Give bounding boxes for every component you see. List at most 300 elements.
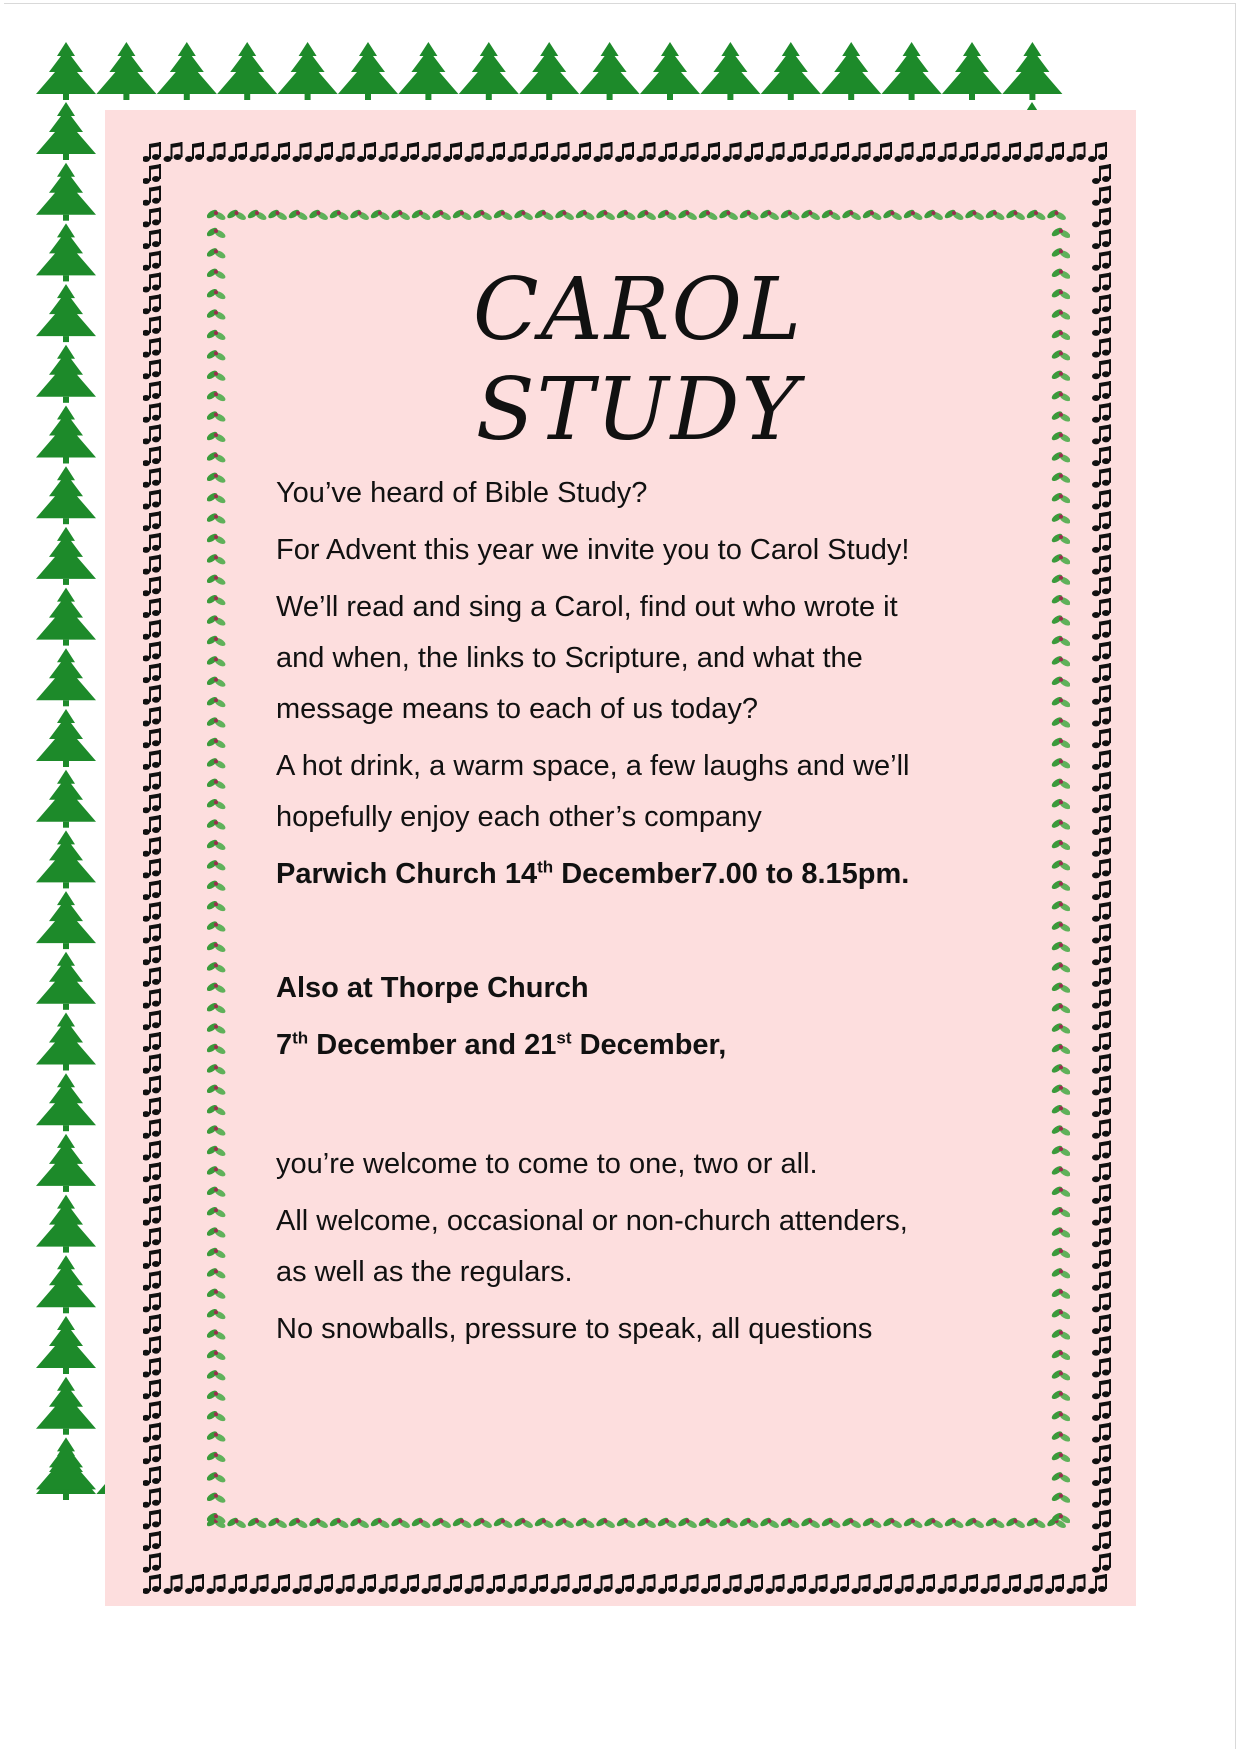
music-note-icon: [143, 902, 161, 922]
holly-icon: [1050, 512, 1070, 525]
holly-icon: [1050, 675, 1070, 688]
holly-icon: [1050, 1369, 1070, 1382]
christmas-tree-icon: [761, 42, 821, 100]
holly-icon: [287, 1516, 308, 1529]
music-note-icon: [873, 1574, 892, 1594]
music-note-icon: [615, 1574, 634, 1594]
holly-icon: [1050, 1287, 1070, 1300]
holly-icon: [431, 1516, 452, 1529]
all-welcome-paragraph: [276, 1196, 1016, 1298]
holly-icon: [207, 736, 227, 749]
holly-icon: [207, 267, 227, 280]
music-note-icon: [143, 1379, 161, 1399]
music-note-icon: [1024, 142, 1043, 162]
holly-icon: [207, 1165, 227, 1178]
holly-icon: [902, 1516, 923, 1529]
holly-icon: [1050, 1165, 1070, 1178]
holly-icon: [1050, 1083, 1070, 1096]
holly-icon: [759, 1516, 780, 1529]
holly-icon: [1050, 695, 1070, 708]
holly-icon: [1050, 716, 1070, 729]
music-note-icon: [1092, 164, 1111, 184]
music-note-icon: [143, 858, 161, 878]
music-note-icon: [1092, 989, 1111, 1009]
holly-icon: [207, 777, 227, 790]
music-note-icon: [1045, 142, 1064, 162]
holly-icon: [1050, 1042, 1070, 1055]
holly-icon: [207, 369, 227, 382]
music-note-icon: [1092, 1466, 1111, 1486]
music-note-icon: [143, 772, 161, 792]
christmas-tree-icon: [36, 952, 96, 1010]
closing-line: No snowballs, pressure to speak, all questions: [276, 1313, 873, 1345]
music-note-icon: [680, 1574, 699, 1594]
intro-line: You’ve heard of Bible Study?: [276, 477, 648, 509]
holly-icon: [1050, 1063, 1070, 1076]
music-note-icon: [1092, 772, 1111, 792]
holly-icon: [1050, 757, 1070, 770]
music-note-icon: [508, 1574, 527, 1594]
music-note-icon: [615, 142, 634, 162]
music-note-icon: [143, 338, 161, 358]
christmas-tree-icon: [36, 223, 96, 281]
music-note-icon: [723, 1574, 742, 1594]
music-note-icon: [143, 1227, 161, 1247]
music-note-icon: [164, 1574, 183, 1594]
christmas-tree-icon: [700, 42, 760, 100]
poster-content: [248, 220, 1008, 1420]
holly-icon: [1050, 267, 1070, 280]
music-note-icon: [916, 142, 935, 162]
music-note-icon: [143, 186, 161, 206]
holly-icon: [984, 1516, 1005, 1529]
music-note-icon: [143, 403, 161, 423]
music-note-icon: [143, 1292, 161, 1312]
music-note-icon: [701, 1574, 720, 1594]
holly-icon: [207, 757, 227, 770]
holly-icon: [1050, 818, 1070, 831]
music-note-icon: [250, 1574, 269, 1594]
music-note-icon: [981, 142, 1000, 162]
music-note-icon: [422, 1574, 441, 1594]
music-note-icon: [916, 1574, 935, 1594]
music-note-icon: [852, 1574, 871, 1594]
music-note-icon: [143, 468, 161, 488]
christmas-tree-icon: [36, 1377, 96, 1435]
music-note-icon: [766, 142, 785, 162]
holly-icon: [207, 899, 227, 912]
music-note-icon: [143, 164, 161, 184]
music-note-icon: [1092, 815, 1111, 835]
music-note-icon: [143, 1184, 161, 1204]
holly-icon: [451, 1516, 472, 1529]
christmas-tree-icon: [157, 42, 217, 100]
holly-icon: [207, 471, 227, 484]
holly-icon: [207, 1307, 227, 1320]
christmas-tree-icon: [36, 466, 96, 524]
holly-icon: [207, 1124, 227, 1137]
music-note-icon: [1092, 468, 1111, 488]
music-note-icon: [938, 1574, 957, 1594]
music-note-icon: [185, 1574, 204, 1594]
christmas-tree-icon: [36, 1073, 96, 1131]
music-note-icon: [1092, 685, 1111, 705]
music-note-icon: [143, 598, 161, 618]
holly-icon: [1050, 1491, 1070, 1504]
music-note-icon: [143, 1444, 161, 1464]
christmas-tree-icon: [398, 42, 458, 100]
music-note-icon: [1092, 728, 1111, 748]
holly-icon: [207, 961, 227, 974]
music-note-icon: [1002, 142, 1021, 162]
music-note-icon: [143, 1119, 161, 1139]
ordinal-suffix: st: [556, 1028, 572, 1048]
holly-icon: [1050, 1246, 1070, 1259]
music-note-icon: [336, 142, 355, 162]
holly-icon: [226, 1516, 247, 1529]
holly-icon: [207, 247, 227, 260]
holly-icon: [1050, 328, 1070, 341]
holly-icon: [1025, 208, 1046, 221]
holly-icon: [410, 1516, 431, 1529]
holly-icon: [246, 1516, 267, 1529]
music-note-icon: [357, 1574, 376, 1594]
holly-icon: [207, 675, 227, 688]
music-note-icon: [1067, 142, 1086, 162]
holly-icon: [207, 1083, 227, 1096]
music-note-icon: [143, 1271, 161, 1291]
holly-icon: [1050, 899, 1070, 912]
holly-icon: [1050, 736, 1070, 749]
holly-icon: [923, 1516, 944, 1529]
thorpe-heading: Also at Thorpe Church: [276, 972, 589, 1004]
music-note-icon: [143, 207, 161, 227]
music-note-icon: [1092, 294, 1111, 314]
christmas-tree-icon: [338, 42, 398, 100]
music-note-icon: [1092, 1444, 1111, 1464]
holly-icon: [1050, 553, 1070, 566]
holly-icon: [207, 553, 227, 566]
christmas-tree-icon: [36, 163, 96, 221]
holly-icon: [207, 1287, 227, 1300]
music-note-icon: [1092, 403, 1111, 423]
music-note-icon: [143, 924, 161, 944]
christmas-tree-icon: [36, 709, 96, 767]
music-note-icon: [787, 142, 806, 162]
music-note-icon: [1092, 1488, 1111, 1508]
thorpe-dates-line: [276, 1020, 1016, 1071]
music-note-icon: [594, 142, 613, 162]
holly-icon: [207, 287, 227, 300]
holly-icon: [574, 1516, 595, 1529]
holly-icon: [1050, 430, 1070, 443]
holly-icon: [1050, 940, 1070, 953]
music-note-icon: [143, 707, 161, 727]
holly-icon: [1050, 1185, 1070, 1198]
music-note-icon: [572, 1574, 591, 1594]
christmas-tree-icon: [36, 830, 96, 888]
thorpe-end: December,: [571, 1029, 727, 1061]
christmas-tree-icon: [36, 891, 96, 949]
music-note-icon: [572, 142, 591, 162]
music-note-icon: [1092, 880, 1111, 900]
holly-icon: [207, 634, 227, 647]
holly-icon: [1050, 410, 1070, 423]
holly-icon: [207, 1022, 227, 1035]
christmas-tree-icon: [580, 42, 640, 100]
music-note-icon: [143, 1054, 161, 1074]
christmas-tree-icon: [36, 1134, 96, 1192]
hospitality-paragraph: [276, 741, 1016, 843]
music-note-icon: [723, 142, 742, 162]
holly-icon: [1050, 1430, 1070, 1443]
holly-icon: [554, 1516, 575, 1529]
holly-icon: [533, 1516, 554, 1529]
christmas-tree-icon: [519, 42, 579, 100]
holly-icon: [207, 1205, 227, 1218]
music-note-icon: [143, 576, 161, 596]
music-note-icon: [143, 273, 161, 293]
holly-icon: [1050, 349, 1070, 362]
holly-icon: [656, 1516, 677, 1529]
holly-icon: [207, 797, 227, 810]
holly-icon: [636, 1516, 657, 1529]
christmas-tree-icon: [36, 588, 96, 646]
music-note-icon: [1092, 1336, 1111, 1356]
holly-icon: [207, 920, 227, 933]
christmas-tree-icon: [36, 1316, 96, 1374]
music-note-icon: [143, 945, 161, 965]
music-note-icon: [1002, 1574, 1021, 1594]
holly-icon: [1050, 1450, 1070, 1463]
holly-icon: [207, 655, 227, 668]
music-note-icon: [143, 424, 161, 444]
music-note-icon: [1067, 1574, 1086, 1594]
welcome-line: you’re welcome to come to one, two or all.: [276, 1148, 818, 1180]
holly-icon: [820, 1516, 841, 1529]
holly-icon: [207, 1042, 227, 1055]
holly-icon: [207, 512, 227, 525]
music-note-icon: [207, 1574, 226, 1594]
holly-icon: [718, 1516, 739, 1529]
christmas-tree-icon: [36, 1013, 96, 1071]
music-note-icon: [143, 989, 161, 1009]
music-note-icon: [787, 1574, 806, 1594]
music-note-icon: [1092, 1075, 1111, 1095]
poster-title: CAROL STUDY: [472, 260, 804, 460]
holly-icon: [779, 1516, 800, 1529]
music-note-icon: [637, 142, 656, 162]
christmas-tree-icon: [36, 284, 96, 342]
music-note-icon: [1092, 1206, 1111, 1226]
music-note-icon: [1092, 1379, 1111, 1399]
christmas-tree-icon: [36, 345, 96, 403]
music-note-icon: [143, 1423, 161, 1443]
description-line: and when, the links to Scripture, and what the: [276, 642, 863, 674]
music-note-icon: [1024, 1574, 1043, 1594]
music-note-icon: [1092, 620, 1111, 640]
music-note-icon: [529, 142, 548, 162]
music-note-icon: [1092, 1292, 1111, 1312]
parwich-event-line: [276, 849, 1016, 900]
music-note-icon: [207, 142, 226, 162]
music-note-icon: [1045, 1574, 1064, 1594]
music-note-icon: [143, 750, 161, 770]
holly-icon: [595, 1516, 616, 1529]
music-note-icon: [143, 1075, 161, 1095]
music-note-icon: [1092, 511, 1111, 531]
holly-icon: [1050, 287, 1070, 300]
holly-icon: [1050, 1328, 1070, 1341]
music-note-icon: [637, 1574, 656, 1594]
music-note-icon: [895, 1574, 914, 1594]
holly-icon: [1050, 1205, 1070, 1218]
holly-icon: [207, 1328, 227, 1341]
holly-icon: [1050, 247, 1070, 260]
holly-icon: [349, 1516, 370, 1529]
music-note-icon: [143, 1509, 161, 1529]
holly-icon: [1050, 981, 1070, 994]
holly-icon: [1050, 451, 1070, 464]
music-note-icon: [1092, 424, 1111, 444]
holly-icon: [226, 208, 247, 221]
music-note-icon: [143, 1531, 161, 1551]
holly-icon: [1050, 1226, 1070, 1239]
christmas-tree-icon: [36, 770, 96, 828]
holly-icon: [207, 940, 227, 953]
music-note-icon: [143, 837, 161, 857]
christmas-tree-icon: [1002, 42, 1062, 100]
music-note-icon: [1092, 446, 1111, 466]
music-note-icon: [1092, 273, 1111, 293]
music-note-icon: [1092, 316, 1111, 336]
music-note-icon: [1092, 945, 1111, 965]
holly-icon: [207, 1450, 227, 1463]
holly-icon: [207, 532, 227, 545]
music-note-icon: [658, 1574, 677, 1594]
music-note-icon: [1092, 1271, 1111, 1291]
music-note-icon: [465, 142, 484, 162]
music-note-icon: [143, 1574, 161, 1594]
music-note-icon: [486, 142, 505, 162]
music-note-icon: [594, 1574, 613, 1594]
holly-icon: [1050, 1389, 1070, 1402]
holly-icon: [207, 1471, 227, 1484]
music-note-icon: [143, 1358, 161, 1378]
holly-icon: [1050, 1001, 1070, 1014]
music-note-icon: [143, 620, 161, 640]
ordinal-suffix: th: [537, 857, 554, 877]
music-note-icon: [895, 142, 914, 162]
holly-icon: [800, 1516, 821, 1529]
christmas-tree-icon: [278, 42, 338, 100]
holly-icon: [207, 1185, 227, 1198]
holly-icon: [1050, 369, 1070, 382]
all-welcome-line: All welcome, occasional or non-church attenders,: [276, 1205, 908, 1237]
music-note-icon: [143, 1010, 161, 1030]
holly-icon: [1050, 838, 1070, 851]
holly-icon: [677, 1516, 698, 1529]
music-note-icon: [143, 967, 161, 987]
music-note-icon: [701, 142, 720, 162]
music-note-icon: [1092, 1401, 1111, 1421]
music-note-icon: [1092, 1010, 1111, 1030]
holly-icon: [207, 573, 227, 586]
music-note-icon: [143, 490, 161, 510]
holly-icon: [207, 389, 227, 402]
music-note-icon: [143, 1206, 161, 1226]
holly-icon: [207, 430, 227, 443]
holly-icon: [1050, 491, 1070, 504]
music-note-icon: [1092, 1249, 1111, 1269]
music-note-icon: [143, 728, 161, 748]
music-note-icon: [400, 1574, 419, 1594]
ordinal-suffix: th: [292, 1028, 309, 1048]
music-note-icon: [1092, 359, 1111, 379]
holly-icon: [1050, 226, 1070, 239]
hospitality-line: A hot drink, a warm space, a few laughs and we’ll: [276, 750, 910, 782]
holly-icon: [1050, 859, 1070, 872]
holly-icon: [207, 1430, 227, 1443]
holly-icon: [1025, 1516, 1046, 1529]
holly-icon: [207, 226, 227, 239]
music-note-icon: [1092, 229, 1111, 249]
holly-icon: [207, 614, 227, 627]
holly-icon: [207, 716, 227, 729]
holly-icon: [207, 818, 227, 831]
music-note-icon: [1092, 186, 1111, 206]
music-note-icon: [1092, 1423, 1111, 1443]
holly-icon: [1050, 777, 1070, 790]
holly-icon: [1050, 961, 1070, 974]
music-note-icon: [143, 880, 161, 900]
music-note-icon: [1092, 1119, 1111, 1139]
holly-icon: [1050, 1348, 1070, 1361]
music-note-icon: [1092, 750, 1111, 770]
holly-icon: [207, 208, 227, 221]
music-note-icon: [143, 1553, 161, 1573]
holly-icon: [369, 1516, 390, 1529]
description-line: message means to each of us today?: [276, 693, 759, 725]
thorpe-date-1: 7: [276, 1029, 293, 1061]
holly-icon: [1050, 1267, 1070, 1280]
holly-icon: [882, 1516, 903, 1529]
christmas-tree-icon: [36, 1255, 96, 1313]
music-note-icon: [143, 446, 161, 466]
music-note-icon: [938, 142, 957, 162]
music-note-icon: [143, 685, 161, 705]
music-note-icon: [314, 1574, 333, 1594]
christmas-tree-icon: [821, 42, 881, 100]
thorpe-middle: December and 21: [308, 1029, 557, 1061]
holly-icon: [1050, 614, 1070, 627]
music-note-icon: [143, 555, 161, 575]
holly-icon: [207, 879, 227, 892]
holly-icon: [697, 1516, 718, 1529]
music-note-icon: [1092, 1531, 1111, 1551]
holly-icon: [207, 1369, 227, 1382]
music-note-icon: [744, 142, 763, 162]
music-note-icon: [143, 381, 161, 401]
christmas-tree-icon: [882, 42, 942, 100]
christmas-tree-icon: [217, 42, 277, 100]
music-note-icon: [422, 142, 441, 162]
holly-icon: [207, 838, 227, 851]
music-note-icon: [959, 142, 978, 162]
music-note-icon: [228, 142, 247, 162]
music-note-icon: [981, 1574, 1000, 1594]
music-note-icon: [486, 1574, 505, 1594]
